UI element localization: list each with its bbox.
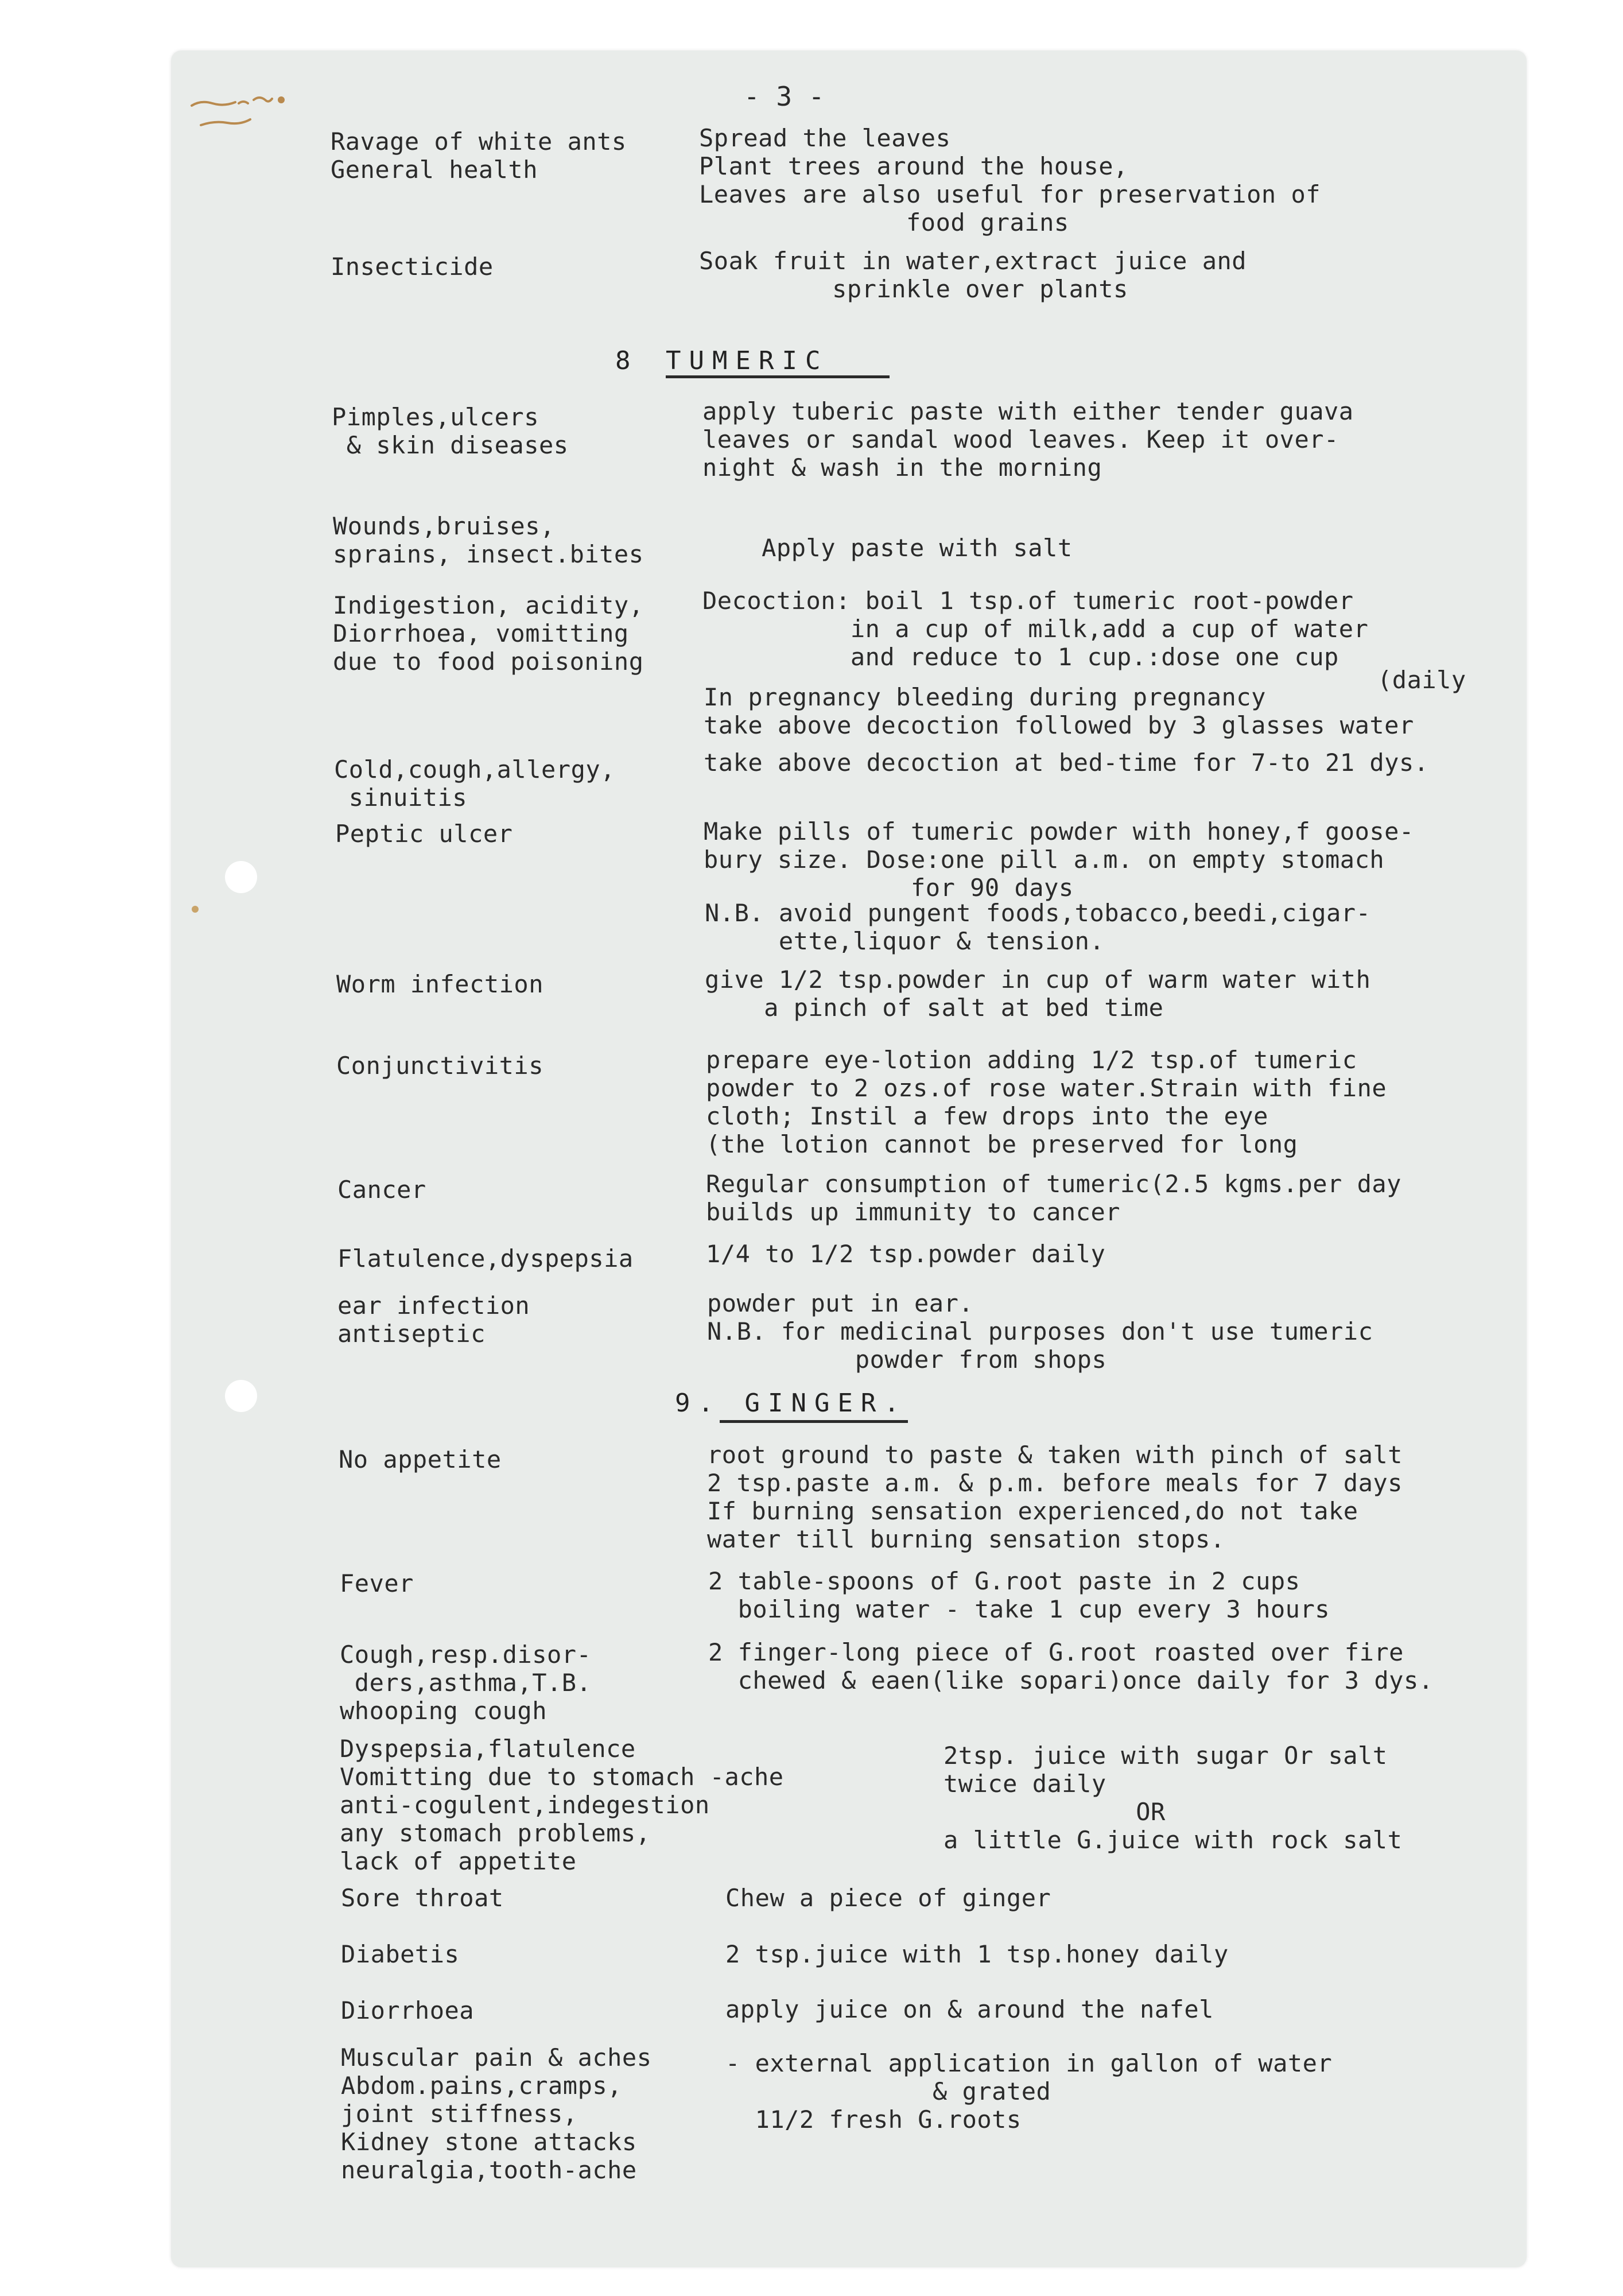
ailment: Cancer <box>337 1176 426 1204</box>
ailment: Muscular pain & aches Abdom.pains,cramps, joint stiffness, Kidney stone attacks neuralgia,tooth-ache <box>341 2043 652 2184</box>
remedy: 2 table-spoons of G.root paste in 2 cups boiling water - take 1 cup every 3 hours <box>708 1567 1330 1623</box>
ailment: Indigestion, acidity, Diorrhoea, vomitting due to food poisoning <box>333 591 644 676</box>
section-heading: 9. GINGER. <box>675 1389 907 1418</box>
remedy: 2 finger-long piece of G.root roasted over fire chewed & eaen(like sopari)once daily for 3 dys. <box>708 1638 1434 1694</box>
section-heading: TUMERIC <box>666 346 829 375</box>
ailment: Diorrhoea <box>341 1996 475 2024</box>
remedy: Chew a piece of ginger <box>725 1884 1051 1912</box>
remedy: - external application in gallon of water & grated 11/2 fresh G.roots <box>725 2049 1333 2134</box>
ailment: Fever <box>340 1569 414 1597</box>
ailment: Cough,resp.disor- ders,asthma,T.B. whooping cough <box>340 1640 592 1725</box>
remedy: root ground to paste & taken with pinch of salt 2 tsp.paste a.m. & p.m. before meals for 7 days If burning sensation experienced,do not take water till burning sensation stops. <box>707 1441 1403 1553</box>
remedy: N.B. avoid pungent foods,tobacco,beedi,cigar- ette,liquor & tension. <box>705 899 1371 955</box>
ailment: Sore throat <box>341 1884 504 1912</box>
punch-hole-bottom <box>225 1380 257 1412</box>
ailment: Dyspepsia,flatulence Vomitting due to stomach -ache anti-cogulent,indegestion any stomach problems, lack of appetite <box>340 1735 784 1875</box>
ailment: Peptic ulcer <box>335 820 513 848</box>
remedy: prepare eye-lotion adding 1/2 tsp.of tumeric powder to 2 ozs.of rose water.Strain with fine cloth; Instil a few drops into the eye (the lotion cannot be preserved for long <box>706 1046 1387 1158</box>
ailment: Worm infection <box>336 970 544 998</box>
heading-underline <box>720 1420 908 1423</box>
ailment: ear infection antiseptic <box>337 1292 530 1348</box>
ailment: Ravage of white ants General health <box>331 127 627 184</box>
ailment: Wounds,bruises, sprains, insect.bites <box>333 512 644 568</box>
remedy-note: (daily <box>1377 666 1466 694</box>
ailment: Diabetis <box>341 1940 460 1968</box>
ailment: No appetite <box>339 1445 502 1473</box>
remedy: Apply paste with salt <box>702 534 1073 562</box>
remedy: Decoction: boil 1 tsp.of tumeric root-powder in a cup of milk,add a cup of water and reduce to 1 cup.:dose one cup <box>702 587 1369 671</box>
remedy: In pregnancy bleeding during pregnancy take above decoction followed by 3 glasses water <box>704 683 1414 739</box>
ailment: Cold,cough,allergy, sinuitis <box>334 755 615 812</box>
ailment: Flatulence,dyspepsia <box>337 1244 634 1273</box>
remedy: give 1/2 tsp.powder in cup of warm water with a pinch of salt at bed time <box>705 965 1371 1022</box>
section-number: 8 <box>615 346 639 375</box>
ailment: Conjunctivitis <box>336 1052 544 1080</box>
typewritten-page <box>171 51 1527 2267</box>
remedy: powder put in ear. N.B. for medicinal purposes don't use tumeric powder from shops <box>707 1289 1373 1374</box>
remedy: 2 tsp.juice with 1 tsp.honey daily <box>725 1940 1229 1968</box>
page-number: - 3 - <box>744 81 825 112</box>
remedy: Regular consumption of tumeric(2.5 kgms.per day builds up immunity to cancer <box>706 1170 1401 1226</box>
remedy: 2tsp. juice with sugar Or salt twice daily OR a little G.juice with rock salt <box>943 1742 1403 1854</box>
remedy: apply juice on & around the nafel <box>725 1995 1214 2023</box>
remedy: apply tuberic paste with either tender guava leaves or sandal wood leaves. Keep it over- night & wash in the morning <box>702 397 1354 482</box>
remedy: Soak fruit in water,extract juice and sprinkle over plants <box>699 247 1247 303</box>
punch-hole-top <box>225 861 257 893</box>
remedy: Make pills of tumeric powder with honey,f goose- bury size. Dose:one pill a.m. on empty stomach for 90 days <box>704 817 1414 902</box>
ailment: Pimples,ulcers & skin diseases <box>332 403 569 459</box>
remedy: 1/4 to 1/2 tsp.powder daily <box>706 1240 1106 1268</box>
stain-mark <box>192 906 199 913</box>
remedy: take above decoction at bed-time for 7-to 21 dys. <box>704 748 1429 777</box>
heading-underline <box>666 375 890 378</box>
handwritten-scribble <box>189 80 293 144</box>
ailment: Insecticide <box>331 253 494 281</box>
remedy: Spread the leaves Plant trees around the house, Leaves are also useful for preservation of food grains <box>699 124 1321 236</box>
